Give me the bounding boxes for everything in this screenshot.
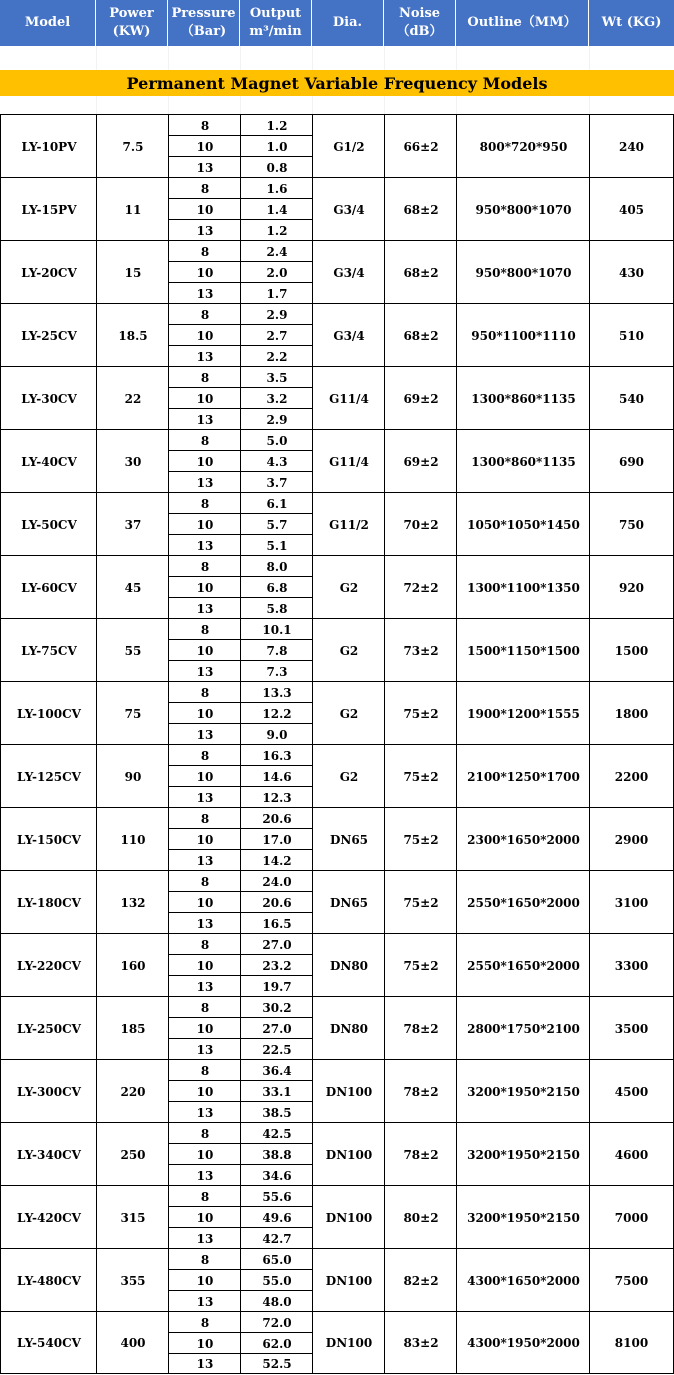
header-noise <box>384 0 456 46</box>
power-cell: 37 <box>96 492 169 556</box>
dia-cell: DN100 <box>312 1248 385 1312</box>
dia-cell: DN80 <box>312 996 385 1060</box>
output-cell: 1.7 <box>240 282 313 304</box>
model-cell: LY-75CV <box>0 618 97 682</box>
noise-cell: 75±2 <box>384 807 457 871</box>
model-cell: LY-540CV <box>0 1311 97 1374</box>
model-cell: LY-50CV <box>0 492 97 556</box>
weight-cell: 2200 <box>589 744 674 808</box>
outline-cell: 2100*1250*1700 <box>456 744 590 808</box>
output-cell: 19.7 <box>240 975 313 997</box>
dia-cell: DN65 <box>312 870 385 934</box>
output-cell: 1.4 <box>240 198 313 220</box>
weight-cell: 4600 <box>589 1122 674 1186</box>
model-cell: LY-480CV <box>0 1248 97 1312</box>
pressure-cell: 10 <box>168 954 241 976</box>
pressure-cell: 8 <box>168 933 241 955</box>
power-cell: 7.5 <box>96 114 169 178</box>
outline-cell: 950*800*1070 <box>456 177 590 241</box>
output-cell: 42.5 <box>240 1122 313 1144</box>
noise-cell: 68±2 <box>384 303 457 367</box>
noise-cell: 83±2 <box>384 1311 457 1374</box>
outline-cell: 1300*1100*1350 <box>456 555 590 619</box>
pressure-cell: 8 <box>168 1311 241 1333</box>
outline-cell: 4300*1950*2000 <box>456 1311 590 1374</box>
output-cell: 27.0 <box>240 1017 313 1039</box>
pressure-cell: 13 <box>168 1353 241 1374</box>
weight-cell: 405 <box>589 177 674 241</box>
pressure-cell: 13 <box>168 345 241 367</box>
output-cell: 34.6 <box>240 1164 313 1186</box>
header-pressure-unit: （Bar) <box>180 24 227 39</box>
output-cell: 23.2 <box>240 954 313 976</box>
model-cell: LY-40CV <box>0 429 97 493</box>
dia-cell: DN100 <box>312 1122 385 1186</box>
table-row <box>0 240 674 303</box>
output-cell: 13.3 <box>240 681 313 703</box>
pressure-cell: 8 <box>168 681 241 703</box>
output-cell: 10.1 <box>240 618 313 640</box>
header-dia <box>312 0 384 46</box>
outline-cell: 4300*1650*2000 <box>456 1248 590 1312</box>
pressure-cell: 10 <box>168 639 241 661</box>
header-noise-unit: （dB） <box>396 24 443 39</box>
model-cell: LY-340CV <box>0 1122 97 1186</box>
outline-cell: 1500*1150*1500 <box>456 618 590 682</box>
power-cell: 132 <box>96 870 169 934</box>
pressure-cell: 10 <box>168 1017 241 1039</box>
pressure-cell: 13 <box>168 471 241 493</box>
header-power-label: Power <box>109 6 154 21</box>
output-cell: 1.0 <box>240 135 313 157</box>
power-cell: 18.5 <box>96 303 169 367</box>
table-row <box>0 1059 674 1122</box>
pressure-cell: 8 <box>168 870 241 892</box>
pressure-cell: 8 <box>168 996 241 1018</box>
pressure-cell: 13 <box>168 219 241 241</box>
model-cell: LY-60CV <box>0 555 97 619</box>
output-cell: 2.7 <box>240 324 313 346</box>
power-cell: 45 <box>96 555 169 619</box>
pressure-cell: 8 <box>168 492 241 514</box>
gridline <box>589 96 590 114</box>
outline-cell: 1300*860*1135 <box>456 366 590 430</box>
header-model-label: Model <box>24 15 71 30</box>
power-cell: 22 <box>96 366 169 430</box>
noise-cell: 75±2 <box>384 681 457 745</box>
spacer-bottom <box>0 96 674 114</box>
noise-cell: 73±2 <box>384 618 457 682</box>
output-cell: 4.3 <box>240 450 313 472</box>
output-cell: 1.2 <box>240 114 313 136</box>
pressure-cell: 10 <box>168 765 241 787</box>
pressure-cell: 10 <box>168 513 241 535</box>
power-cell: 30 <box>96 429 169 493</box>
power-cell: 220 <box>96 1059 169 1123</box>
table-row <box>0 618 674 681</box>
table-row <box>0 807 674 870</box>
pressure-cell: 13 <box>168 1038 241 1060</box>
outline-cell: 800*720*950 <box>456 114 590 178</box>
header-output <box>240 0 312 46</box>
output-cell: 52.5 <box>240 1353 313 1374</box>
gridline <box>240 46 241 70</box>
dia-cell: DN100 <box>312 1185 385 1249</box>
weight-cell: 750 <box>589 492 674 556</box>
header-output-unit: m³/min <box>249 24 302 39</box>
power-cell: 75 <box>96 681 169 745</box>
pressure-cell: 8 <box>168 1059 241 1081</box>
spacer-top <box>0 46 674 70</box>
table-row <box>0 366 674 429</box>
power-cell: 160 <box>96 933 169 997</box>
output-cell: 5.8 <box>240 597 313 619</box>
weight-cell: 8100 <box>589 1311 674 1374</box>
table-row <box>0 933 674 996</box>
pressure-cell: 13 <box>168 597 241 619</box>
outline-cell: 3200*1950*2150 <box>456 1122 590 1186</box>
table-row <box>0 429 674 492</box>
output-cell: 2.2 <box>240 345 313 367</box>
gridline <box>312 96 313 114</box>
power-cell: 55 <box>96 618 169 682</box>
output-cell: 12.3 <box>240 786 313 808</box>
dia-cell: G2 <box>312 555 385 619</box>
pressure-cell: 13 <box>168 723 241 745</box>
output-cell: 6.1 <box>240 492 313 514</box>
power-cell: 185 <box>96 996 169 1060</box>
output-cell: 38.5 <box>240 1101 313 1123</box>
header-wt <box>589 0 674 46</box>
pressure-cell: 10 <box>168 1143 241 1165</box>
noise-cell: 82±2 <box>384 1248 457 1312</box>
pressure-cell: 8 <box>168 555 241 577</box>
gridline <box>96 96 97 114</box>
pressure-cell: 13 <box>168 282 241 304</box>
noise-cell: 70±2 <box>384 492 457 556</box>
pressure-cell: 8 <box>168 303 241 325</box>
noise-cell: 69±2 <box>384 366 457 430</box>
outline-cell: 3200*1950*2150 <box>456 1059 590 1123</box>
model-cell: LY-220CV <box>0 933 97 997</box>
gridline <box>168 46 169 70</box>
pressure-cell: 13 <box>168 1290 241 1312</box>
output-cell: 2.9 <box>240 408 313 430</box>
output-cell: 0.8 <box>240 156 313 178</box>
dia-cell: G2 <box>312 681 385 745</box>
output-cell: 12.2 <box>240 702 313 724</box>
output-cell: 17.0 <box>240 828 313 850</box>
pressure-cell: 13 <box>168 156 241 178</box>
output-cell: 33.1 <box>240 1080 313 1102</box>
model-cell: LY-30CV <box>0 366 97 430</box>
pressure-cell: 10 <box>168 450 241 472</box>
output-cell: 3.7 <box>240 471 313 493</box>
noise-cell: 68±2 <box>384 240 457 304</box>
noise-cell: 66±2 <box>384 114 457 178</box>
model-cell: LY-250CV <box>0 996 97 1060</box>
weight-cell: 7000 <box>589 1185 674 1249</box>
output-cell: 20.6 <box>240 807 313 829</box>
model-cell: LY-300CV <box>0 1059 97 1123</box>
section-title: Permanent Magnet Variable Frequency Models <box>0 70 674 96</box>
output-cell: 3.2 <box>240 387 313 409</box>
header-model <box>0 0 96 46</box>
dia-cell: DN100 <box>312 1059 385 1123</box>
header-output-label: Output <box>249 6 302 21</box>
power-cell: 400 <box>96 1311 169 1374</box>
pressure-cell: 13 <box>168 912 241 934</box>
power-cell: 90 <box>96 744 169 808</box>
weight-cell: 3100 <box>589 870 674 934</box>
pressure-cell: 13 <box>168 408 241 430</box>
outline-cell: 1300*860*1135 <box>456 429 590 493</box>
pressure-cell: 10 <box>168 891 241 913</box>
outline-cell: 2550*1650*2000 <box>456 870 590 934</box>
output-cell: 14.6 <box>240 765 313 787</box>
output-cell: 1.2 <box>240 219 313 241</box>
noise-cell: 69±2 <box>384 429 457 493</box>
pressure-cell: 8 <box>168 1122 241 1144</box>
model-cell: LY-20CV <box>0 240 97 304</box>
model-cell: LY-15PV <box>0 177 97 241</box>
table-row <box>0 1185 674 1248</box>
output-cell: 48.0 <box>240 1290 313 1312</box>
weight-cell: 7500 <box>589 1248 674 1312</box>
dia-cell: DN65 <box>312 807 385 871</box>
table-row <box>0 1311 674 1374</box>
pressure-cell: 10 <box>168 387 241 409</box>
gridline <box>384 96 385 114</box>
table-row <box>0 303 674 366</box>
output-cell: 6.8 <box>240 576 313 598</box>
gridline <box>589 46 590 70</box>
weight-cell: 690 <box>589 429 674 493</box>
table-row <box>0 870 674 933</box>
pressure-cell: 8 <box>168 618 241 640</box>
pressure-cell: 13 <box>168 975 241 997</box>
output-cell: 55.0 <box>240 1269 313 1291</box>
dia-cell: G2 <box>312 618 385 682</box>
output-cell: 9.0 <box>240 723 313 745</box>
weight-cell: 1500 <box>589 618 674 682</box>
table-row <box>0 555 674 618</box>
header-wt-label: Wt (KG) <box>601 15 662 30</box>
model-cell: LY-100CV <box>0 681 97 745</box>
header-outline <box>456 0 589 46</box>
header-noise-label: Noise <box>398 6 441 21</box>
noise-cell: 78±2 <box>384 1122 457 1186</box>
outline-cell: 950*800*1070 <box>456 240 590 304</box>
dia-cell: G11/4 <box>312 429 385 493</box>
gridline <box>456 46 457 70</box>
weight-cell: 3500 <box>589 996 674 1060</box>
table-row <box>0 177 674 240</box>
output-cell: 24.0 <box>240 870 313 892</box>
pressure-cell: 10 <box>168 702 241 724</box>
weight-cell: 430 <box>589 240 674 304</box>
output-cell: 5.7 <box>240 513 313 535</box>
pressure-cell: 13 <box>168 534 241 556</box>
header-pressure-label: Pressure <box>171 6 236 21</box>
table-row <box>0 114 674 177</box>
weight-cell: 1800 <box>589 681 674 745</box>
weight-cell: 920 <box>589 555 674 619</box>
output-cell: 16.3 <box>240 744 313 766</box>
pressure-cell: 8 <box>168 1248 241 1270</box>
pressure-cell: 10 <box>168 1332 241 1354</box>
pressure-cell: 10 <box>168 828 241 850</box>
pressure-cell: 8 <box>168 1185 241 1207</box>
pressure-cell: 8 <box>168 807 241 829</box>
table-row <box>0 744 674 807</box>
pressure-cell: 10 <box>168 135 241 157</box>
output-cell: 5.1 <box>240 534 313 556</box>
dia-cell: G1/2 <box>312 114 385 178</box>
pressure-cell: 8 <box>168 240 241 262</box>
pressure-cell: 13 <box>168 786 241 808</box>
output-cell: 20.6 <box>240 891 313 913</box>
dia-cell: G11/2 <box>312 492 385 556</box>
output-cell: 1.6 <box>240 177 313 199</box>
gridline <box>384 46 385 70</box>
noise-cell: 75±2 <box>384 744 457 808</box>
pressure-cell: 8 <box>168 177 241 199</box>
header-power-unit: (KW) <box>112 24 151 39</box>
table-row <box>0 996 674 1059</box>
pressure-cell: 8 <box>168 744 241 766</box>
pressure-cell: 13 <box>168 1101 241 1123</box>
outline-cell: 2800*1750*2100 <box>456 996 590 1060</box>
pressure-cell: 10 <box>168 576 241 598</box>
pressure-cell: 10 <box>168 1080 241 1102</box>
header-dia-label: Dia. <box>332 15 363 30</box>
power-cell: 11 <box>96 177 169 241</box>
table-row <box>0 1122 674 1185</box>
output-cell: 36.4 <box>240 1059 313 1081</box>
power-cell: 250 <box>96 1122 169 1186</box>
outline-cell: 950*1100*1110 <box>456 303 590 367</box>
header-pressure <box>168 0 240 46</box>
gridline <box>312 46 313 70</box>
dia-cell: G3/4 <box>312 240 385 304</box>
dia-cell: DN100 <box>312 1311 385 1374</box>
output-cell: 2.9 <box>240 303 313 325</box>
output-cell: 65.0 <box>240 1248 313 1270</box>
pressure-cell: 13 <box>168 1164 241 1186</box>
outline-cell: 2300*1650*2000 <box>456 807 590 871</box>
pressure-cell: 10 <box>168 198 241 220</box>
output-cell: 7.3 <box>240 660 313 682</box>
model-cell: LY-420CV <box>0 1185 97 1249</box>
outline-cell: 3200*1950*2150 <box>456 1185 590 1249</box>
noise-cell: 75±2 <box>384 933 457 997</box>
table-row <box>0 492 674 555</box>
pressure-cell: 10 <box>168 1206 241 1228</box>
noise-cell: 78±2 <box>384 996 457 1060</box>
output-cell: 49.6 <box>240 1206 313 1228</box>
table-header <box>0 0 674 46</box>
dia-cell: G3/4 <box>312 177 385 241</box>
model-cell: LY-125CV <box>0 744 97 808</box>
model-cell: LY-150CV <box>0 807 97 871</box>
weight-cell: 510 <box>589 303 674 367</box>
noise-cell: 72±2 <box>384 555 457 619</box>
gridline <box>456 96 457 114</box>
header-power <box>96 0 168 46</box>
pressure-cell: 13 <box>168 1227 241 1249</box>
output-cell: 2.4 <box>240 240 313 262</box>
weight-cell: 2900 <box>589 807 674 871</box>
pressure-cell: 8 <box>168 429 241 451</box>
output-cell: 72.0 <box>240 1311 313 1333</box>
pressure-cell: 10 <box>168 324 241 346</box>
output-cell: 27.0 <box>240 933 313 955</box>
weight-cell: 240 <box>589 114 674 178</box>
table-row <box>0 681 674 744</box>
noise-cell: 78±2 <box>384 1059 457 1123</box>
model-cell: LY-10PV <box>0 114 97 178</box>
weight-cell: 4500 <box>589 1059 674 1123</box>
noise-cell: 80±2 <box>384 1185 457 1249</box>
dia-cell: DN80 <box>312 933 385 997</box>
output-cell: 14.2 <box>240 849 313 871</box>
pressure-cell: 8 <box>168 114 241 136</box>
output-cell: 62.0 <box>240 1332 313 1354</box>
pressure-cell: 10 <box>168 261 241 283</box>
outline-cell: 1900*1200*1555 <box>456 681 590 745</box>
output-cell: 7.8 <box>240 639 313 661</box>
output-cell: 38.8 <box>240 1143 313 1165</box>
power-cell: 15 <box>96 240 169 304</box>
gridline <box>96 46 97 70</box>
outline-cell: 1050*1050*1450 <box>456 492 590 556</box>
model-cell: LY-25CV <box>0 303 97 367</box>
dia-cell: G2 <box>312 744 385 808</box>
output-cell: 5.0 <box>240 429 313 451</box>
output-cell: 55.6 <box>240 1185 313 1207</box>
gridline <box>168 96 169 114</box>
output-cell: 2.0 <box>240 261 313 283</box>
output-cell: 16.5 <box>240 912 313 934</box>
output-cell: 42.7 <box>240 1227 313 1249</box>
gridline <box>240 96 241 114</box>
noise-cell: 75±2 <box>384 870 457 934</box>
pressure-cell: 8 <box>168 366 241 388</box>
power-cell: 110 <box>96 807 169 871</box>
dia-cell: G3/4 <box>312 303 385 367</box>
power-cell: 315 <box>96 1185 169 1249</box>
dia-cell: G11/4 <box>312 366 385 430</box>
weight-cell: 540 <box>589 366 674 430</box>
pressure-cell: 13 <box>168 849 241 871</box>
output-cell: 22.5 <box>240 1038 313 1060</box>
weight-cell: 3300 <box>589 933 674 997</box>
power-cell: 355 <box>96 1248 169 1312</box>
output-cell: 3.5 <box>240 366 313 388</box>
model-cell: LY-180CV <box>0 870 97 934</box>
header-outline-label: Outline（MM） <box>467 15 577 30</box>
output-cell: 8.0 <box>240 555 313 577</box>
noise-cell: 68±2 <box>384 177 457 241</box>
output-cell: 30.2 <box>240 996 313 1018</box>
pressure-cell: 13 <box>168 660 241 682</box>
outline-cell: 2550*1650*2000 <box>456 933 590 997</box>
pressure-cell: 10 <box>168 1269 241 1291</box>
table-row <box>0 1248 674 1311</box>
